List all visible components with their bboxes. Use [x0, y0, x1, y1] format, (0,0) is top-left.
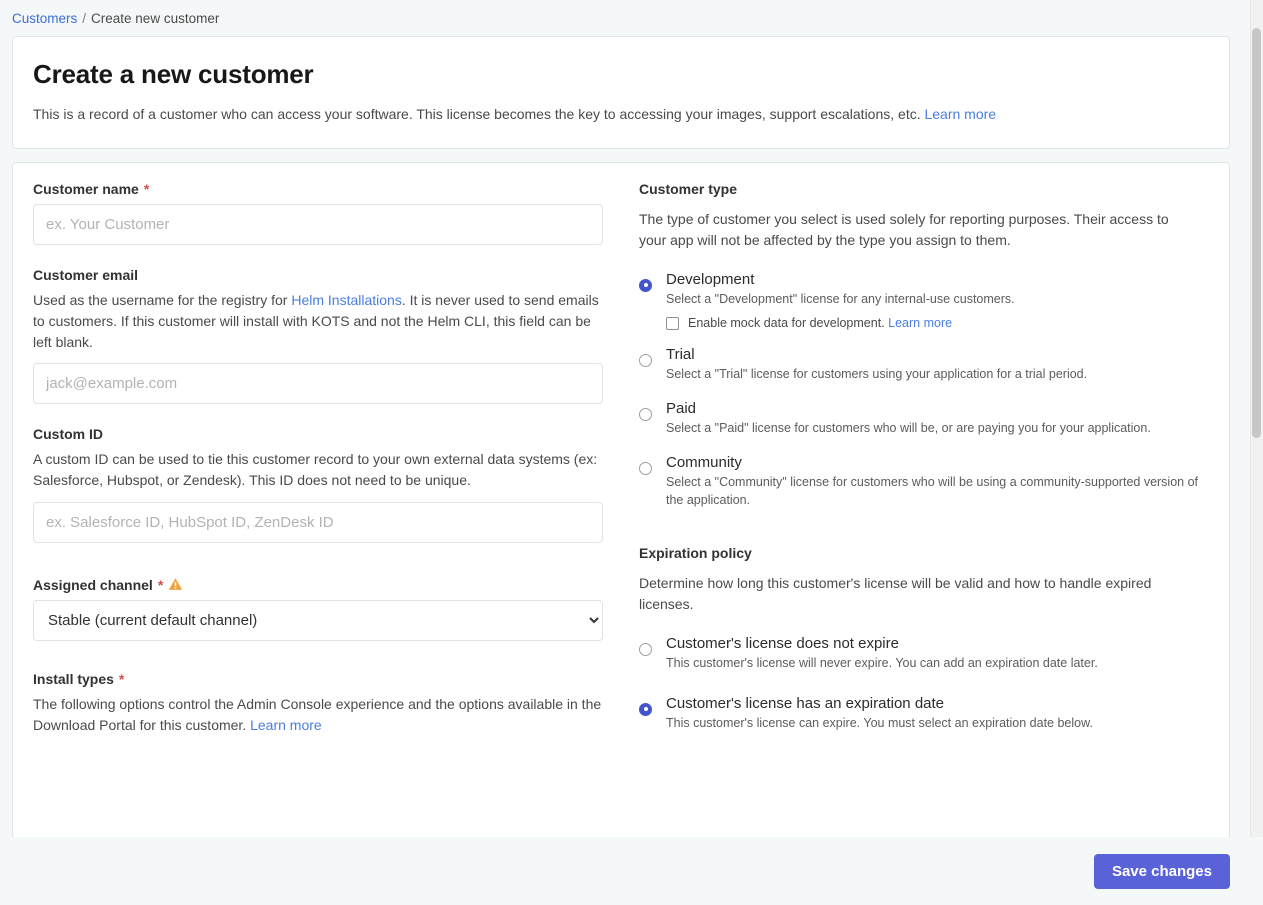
- custom-id-helper: A custom ID can be used to tie this customer record to your own external data systems (ex: Salesforce, Hubspot, or Zendesk). This ID does not need to be unique.: [33, 451, 598, 489]
- install-types-helper-text: The following options control the Admin Console experience and the options available in the Download Portal for this customer.: [33, 695, 602, 733]
- customer-email-helper-before: Used as the username for the registry for: [33, 292, 292, 309]
- radio-indicator-expiration-date[interactable]: [639, 703, 652, 716]
- install-types-label: [33, 671, 603, 687]
- helm-installations-link[interactable]: Helm Installations: [291, 292, 402, 309]
- customer-name-required-mark: *: [143, 181, 150, 198]
- radio-customer-type-trial[interactable]: [639, 346, 1209, 384]
- radio-title-expiration-date: Customer's license has an expiration date: [666, 694, 945, 712]
- form-footer: [0, 837, 1263, 905]
- radio-desc-expiration-date: This customer's license can expire. You must select an expiration date below.: [666, 715, 1093, 730]
- custom-id-label: [33, 426, 603, 442]
- page-scrollbar-track[interactable]: [1250, 0, 1263, 837]
- page-header-card: [12, 36, 1230, 149]
- radio-title-community: Community: [666, 453, 742, 471]
- breadcrumb-current: Create new customer: [91, 10, 220, 26]
- customer-email-helper-after: . It is never used to send emails to customers. If this customer will install with KOTS and not the Helm CLI, this field can be left blank.: [33, 292, 599, 350]
- customer-name-label-text: Customer name: [33, 181, 139, 198]
- install-types-required-mark: *: [118, 670, 125, 687]
- assigned-channel-label: [33, 577, 603, 593]
- radio-title-paid: Paid: [666, 400, 697, 418]
- customer-email-label-text: Customer email: [33, 267, 139, 284]
- radio-title-development: Development: [666, 270, 755, 288]
- page-title: Create a new customer: [33, 59, 314, 89]
- assigned-channel-select[interactable]: [33, 600, 603, 641]
- radio-title-trial: Trial: [666, 346, 695, 364]
- assigned-channel-field: [33, 577, 603, 641]
- radio-desc-paid: Select a "Paid" license for customers who will be, or are paying you for your application.: [666, 421, 1151, 436]
- radio-indicator-development[interactable]: [639, 279, 652, 292]
- header-learn-more-link[interactable]: Learn more: [924, 106, 997, 122]
- breadcrumb-link-customers[interactable]: Customers: [12, 10, 78, 26]
- breadcrumb: [0, 0, 1263, 36]
- install-types-field: [33, 671, 603, 735]
- page-scrollbar-thumb[interactable]: [1252, 28, 1261, 438]
- customer-email-label: [33, 267, 603, 283]
- radio-indicator-expiration-never[interactable]: [639, 643, 652, 656]
- assigned-channel-required-mark: *: [157, 576, 164, 593]
- radio-title-expiration-never: Customer's license does not expire: [666, 634, 899, 652]
- form-left-column: [33, 181, 603, 821]
- assigned-channel-label-text: Assigned channel: [33, 576, 153, 593]
- warning-triangle-icon: [168, 577, 183, 593]
- expiration-policy-title: Expiration policy: [639, 545, 752, 562]
- customer-name-field: [33, 181, 603, 245]
- mock-data-checkbox-row[interactable]: [666, 316, 1209, 330]
- radio-indicator-community[interactable]: [639, 462, 652, 475]
- form-right-column: [639, 181, 1209, 821]
- radio-customer-type-paid[interactable]: [639, 400, 1209, 438]
- customer-form-card: [12, 162, 1230, 842]
- radio-desc-trial: Select a "Trial" license for customers using your application for a trial period.: [666, 367, 1088, 382]
- custom-id-field: [33, 426, 603, 542]
- radio-customer-type-development[interactable]: [639, 271, 1209, 331]
- checkbox-enable-mock-data[interactable]: [666, 317, 679, 330]
- customer-email-helper: [33, 290, 603, 352]
- customer-email-field: [33, 267, 603, 404]
- mock-data-learn-more-link[interactable]: Learn more: [888, 316, 953, 331]
- breadcrumb-separator: /: [82, 10, 87, 26]
- customer-name-label: [33, 181, 603, 197]
- page-description-text: This is a record of a customer who can access your software. This license becomes the key to accessing your images, support escalations, etc.: [33, 106, 921, 122]
- radio-customer-type-community[interactable]: [639, 454, 1209, 510]
- radio-desc-expiration-never: This customer's license will never expire. You can add an expiration date later.: [666, 655, 1098, 670]
- customer-type-description: The type of customer you select is used solely for reporting purposes. Their access to your app will not be affected by the type you assign to them.: [639, 211, 1169, 249]
- radio-expiration-never[interactable]: [639, 635, 1209, 673]
- checkbox-label-text: Enable mock data for development.: [688, 316, 885, 331]
- radio-desc-community: Select a "Community" license for customers who will be using a community-supported version of the application.: [666, 474, 1199, 507]
- radio-indicator-trial[interactable]: [639, 354, 652, 367]
- custom-id-label-text: Custom ID: [33, 426, 103, 443]
- radio-desc-development: Select a "Development" license for any internal-use customers.: [666, 291, 1015, 306]
- page-description: [33, 104, 1209, 124]
- install-types-label-text: Install types: [33, 670, 114, 687]
- customer-type-title: Customer type: [639, 181, 738, 198]
- save-changes-button[interactable]: Save changes: [1094, 854, 1230, 889]
- checkbox-label-enable-mock-data: [688, 316, 952, 330]
- radio-indicator-paid[interactable]: [639, 408, 652, 421]
- install-types-learn-more-link[interactable]: Learn more: [250, 716, 322, 733]
- radio-expiration-date[interactable]: [639, 695, 1209, 733]
- customer-name-input[interactable]: [33, 204, 603, 245]
- expiration-policy-description: Determine how long this customer's license will be valid and how to handle expired licenses.: [639, 575, 1152, 613]
- customer-email-input[interactable]: [33, 363, 603, 404]
- custom-id-input[interactable]: [33, 502, 603, 543]
- install-types-helper: [33, 694, 603, 735]
